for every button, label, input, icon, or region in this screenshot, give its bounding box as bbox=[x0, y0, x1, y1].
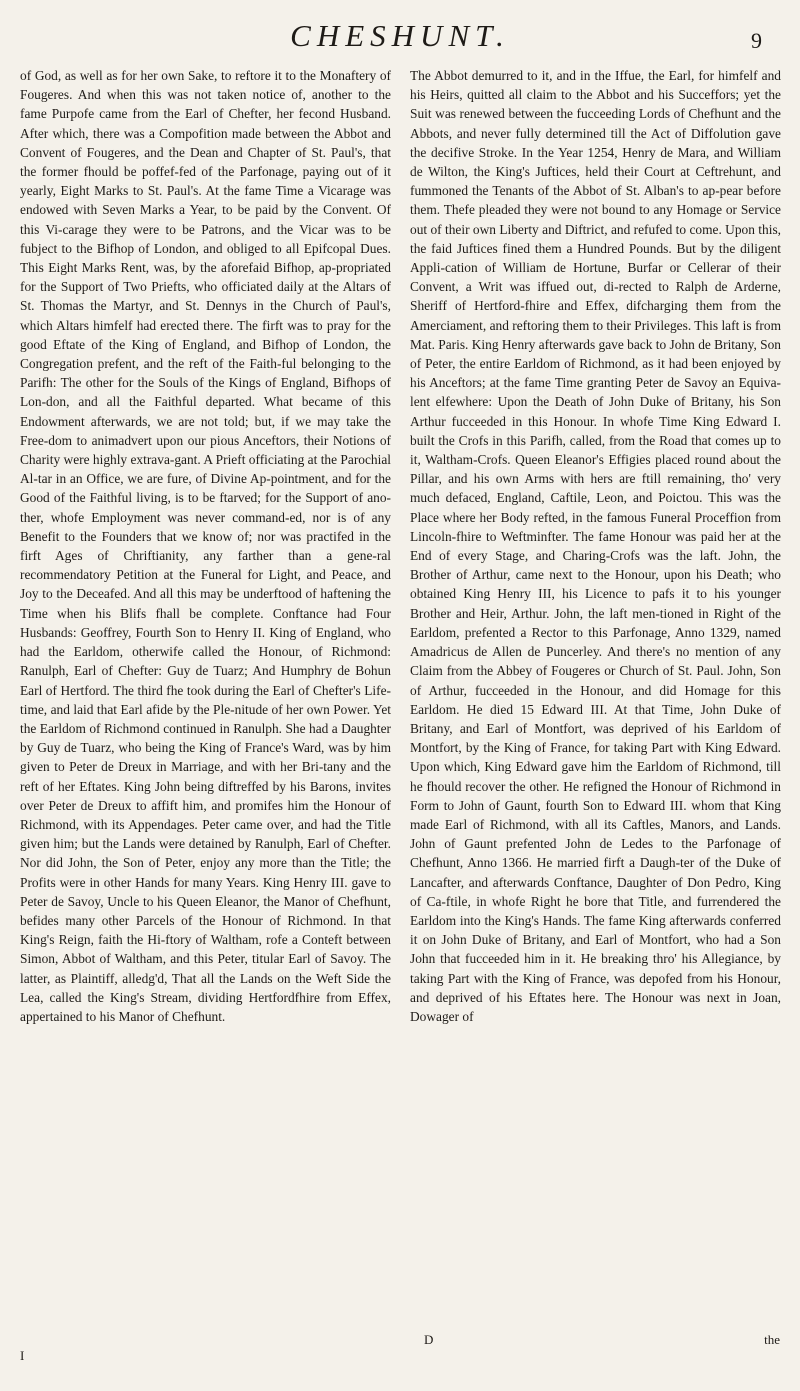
page-footer bbox=[0, 1332, 800, 1378]
right-column-text: The Abbot demurred to it, and in the Iffue, the Earl, for himfelf and his Heirs, quitted all claim to the Abbot and his Succeffors; yet the Suit was renewed between the fucceeding Lords of Chefhunt and the Abbots, and never fully determined till the Act of Diffolution gave the decifive Stroke. In the Year 1254, Henry de Mara, and William de Wilton, the King's Juftices, held their Court at Ceftrehunt, and fummoned the Tenants of the Abbot of St. Alban's to ap-pear before them. Thefe pleaded they were not bound to any Homage or Service out of their own Liberty and Diftrict, and refufed to come. Upon this, the faid Juftices fined them a Hundred Pounds. But by the diligent Appli-cation of William de Hortune, Burfar or Cellerar of their Convent, a Writ was iffued out, di-rected to Ralph de Arderne, Sheriff of Hertford-fhire and Effex, difcharging them from the Amerciament, and reftoring them to their Privileges. This laft is from Mat. Paris. King Henry afterwards gave back to John de Britany, Son of Peter, the entire Earldom of Richmond, as it had been enjoyed by his Anceftors; at the fame Time granting Peter de Savoy an Equiva-lent elfewhere: Upon the Death of John Duke of Britany, his Son Arthur fucceeded in this Honour. In whofe Time King Edward I. built the Crofs in this Parifh, called, from the Road that comes up to it, Waltham-Crofs. Queen Eleanor's Effigies placed round about the Pillar, and his own Arms with hers are ftill remaining, tho' very much defaced, England, Caftile, Leon, and Poictou. This was the Place where her Body refted, in the famous Funeral Proceffion from Lincoln-fhire to Weftminfter. The fame Honour was paid her at the End of every Stage, and Charing-Crofs was the laft. John, the Brother of Arthur, came next to the Honour, upon his Death; who obtained King Henry III, his Licence to pafs it to his younger Brother and Heir, Arthur. John, the laft men-tioned in Right of the Earldom, prefented a Rector to this Parfonage, Anno 1329, named Amadricus de Allen de Puncerley. And there's no mention of any Claim from the Abbey of Fougeres or Church of St. Paul. John, Son of Arthur, fucceeded in the Honour, and did Homage for this Earldom. He died 15 Edward III. At that Time, John Duke of Britany, and Earl of Montfort, was deprived of his Earldom of Montfort, by the King of France, for taking Part with King Edward. Upon which, King Edward gave him the Earldom of Richmond, till he fhould recover the other. He refigned the Honour of Richmond in Form to John of Gaunt, fourth Son to Edward III. whom that King made Earl of Richmond, with all its Caftles, Manors, and Lands. John of Gaunt prefented John de Ledes to the Parfonage of Chefhunt, Anno 1366. He married firft a Daugh-ter of the Duke of Lancafter, and afterwards Conftance, Daughter of Don Pedro, King of Ca-ftile, in whofe Right he bore that Title, and furrendered the Earldom into the King's Hands. The fame King afterwards conferred it on John Duke of Britany, and Earl of Montfort, who had a Son John that fucceeded him in it. He breaking thro' his Allegiance, by taking Part with the King of France, was depofed from his Honour, and deprived of his Eftates here. The Honour was next in Joan, Dowager of bbox=[410, 68, 782, 1024]
left-column bbox=[20, 66, 391, 1026]
signature-mark: I bbox=[20, 1348, 25, 1363]
page-number: 9 bbox=[751, 28, 762, 53]
right-column bbox=[410, 66, 781, 1026]
gathering-signature: D bbox=[424, 1332, 434, 1347]
catchword: the bbox=[764, 1332, 780, 1347]
running-head: CHESHUNT. bbox=[290, 18, 510, 53]
page-header bbox=[0, 18, 800, 54]
left-column-text: of God, as well as for her own Sake, to reftore it to the Monaftery of Fougeres. And when this was not taken notice of, another to the fame Purpofe came from the Earl of Chefter, her fecond Husband. After which, there was a Compofition made between the Abbot and Convent of Fougeres, and the Dean and Chapter of St. Paul's, that the former fhould be poffef-fed of the Parfonage, paying out of it yearly, Eight Marks to St. Paul's. At the fame Time a Vicarage was endowed with Seven Marks a Year, to be paid by the Convent. Of this Vi-carage they were to be Patrons, and the Vicar was to be fubject to the Bifhop of London, and obliged to all Epifcopal Dues. This Eight Marks Rent, was, by the aforefaid Bifhop, ap-propriated for the Support of Two Priefts, who officiated daily at the Altars of St. Thomas the Martyr, and St. Dennys in the Church of Paul's, which Altars himfelf had erected there. The firft was to pray for the good Eftate of the King of England, and Bifhop of London, the Congregation prefent, and the reft of the Faith-ful belonging to the Parifh: The other for the Souls of the Kings of England, Bifhops of Lon-don, and all the Faithful departed. What became of this Endowment afterwards, we are not told; but, if we may take the Free-dom to animadvert upon our pious Anceftors, their Notions of Charity were highly extrava-gant. A Prieft officiating at the Parochial Al-tar in an Office, we are fure, of Divine Ap-pointment, and for the Good of the Faithful living, is to be ftarved; for the Support of ano-ther, whofe Employment was never command-ed, nor is of any Benefit to the Founders that we know of; nor was practifed in the firft Ages of Chriftianity, any farther than a gene-ral recommendatory Petition at the Funeral for Light, and Peace, and Joy to the Deceafed. And all this may be underftood of haftening the Time when his Blifs fhall be complete. Conftance had Four Husbands: Geoffrey, Fourth Son to Henry II. King of England, who had the Earldom, otherwife called the Honour, of Richmond: Ranulph, Earl of Chefter: Guy de Tuarz; And Humphry de Bohun Earl of Hertford. The third fhe took during the Earl of Chefter's Life-time, and laid that Earl afide by the Ple-nitude of her own Power. Yet the Earldom of Richmond continued in Ranulph. She had a Daughter by Guy de Tuarz, who being the King of France's Ward, was by him given to Peter de Dreux in Marriage, and with her Bri-tany and the reft of her Eftates. King John being diftreffed by his Barons, invites over Peter de Dreux to affift him, and promifes him the Honour of Richmond, with its Appendages. Peter came over, and had the Title given him; but the Lands were detained by Ranulph, Earl of Chefter. Nor did John, the Son of Peter, enjoy any more than the Title; the Profits were in other Hands for many Years. King Henry III. gave to Peter de Savoy, Uncle to his Queen Eleanor, the Manor of Chefhunt, befides many other Parcels of the Honour of Richmond. In that King's Reign, faith the Hi-ftory of Waltham, rofe a Conteft between Simon, Abbot of Waltham, and this Peter, titular Earl of Savoy. The latter, as Plaintiff, alledg'd, That all the Lands on the Weft Side the Lea, called the King's Stream, dividing Hertfordfhire from Effex, appertained to his Manor of Chefhunt. bbox=[20, 68, 391, 1024]
